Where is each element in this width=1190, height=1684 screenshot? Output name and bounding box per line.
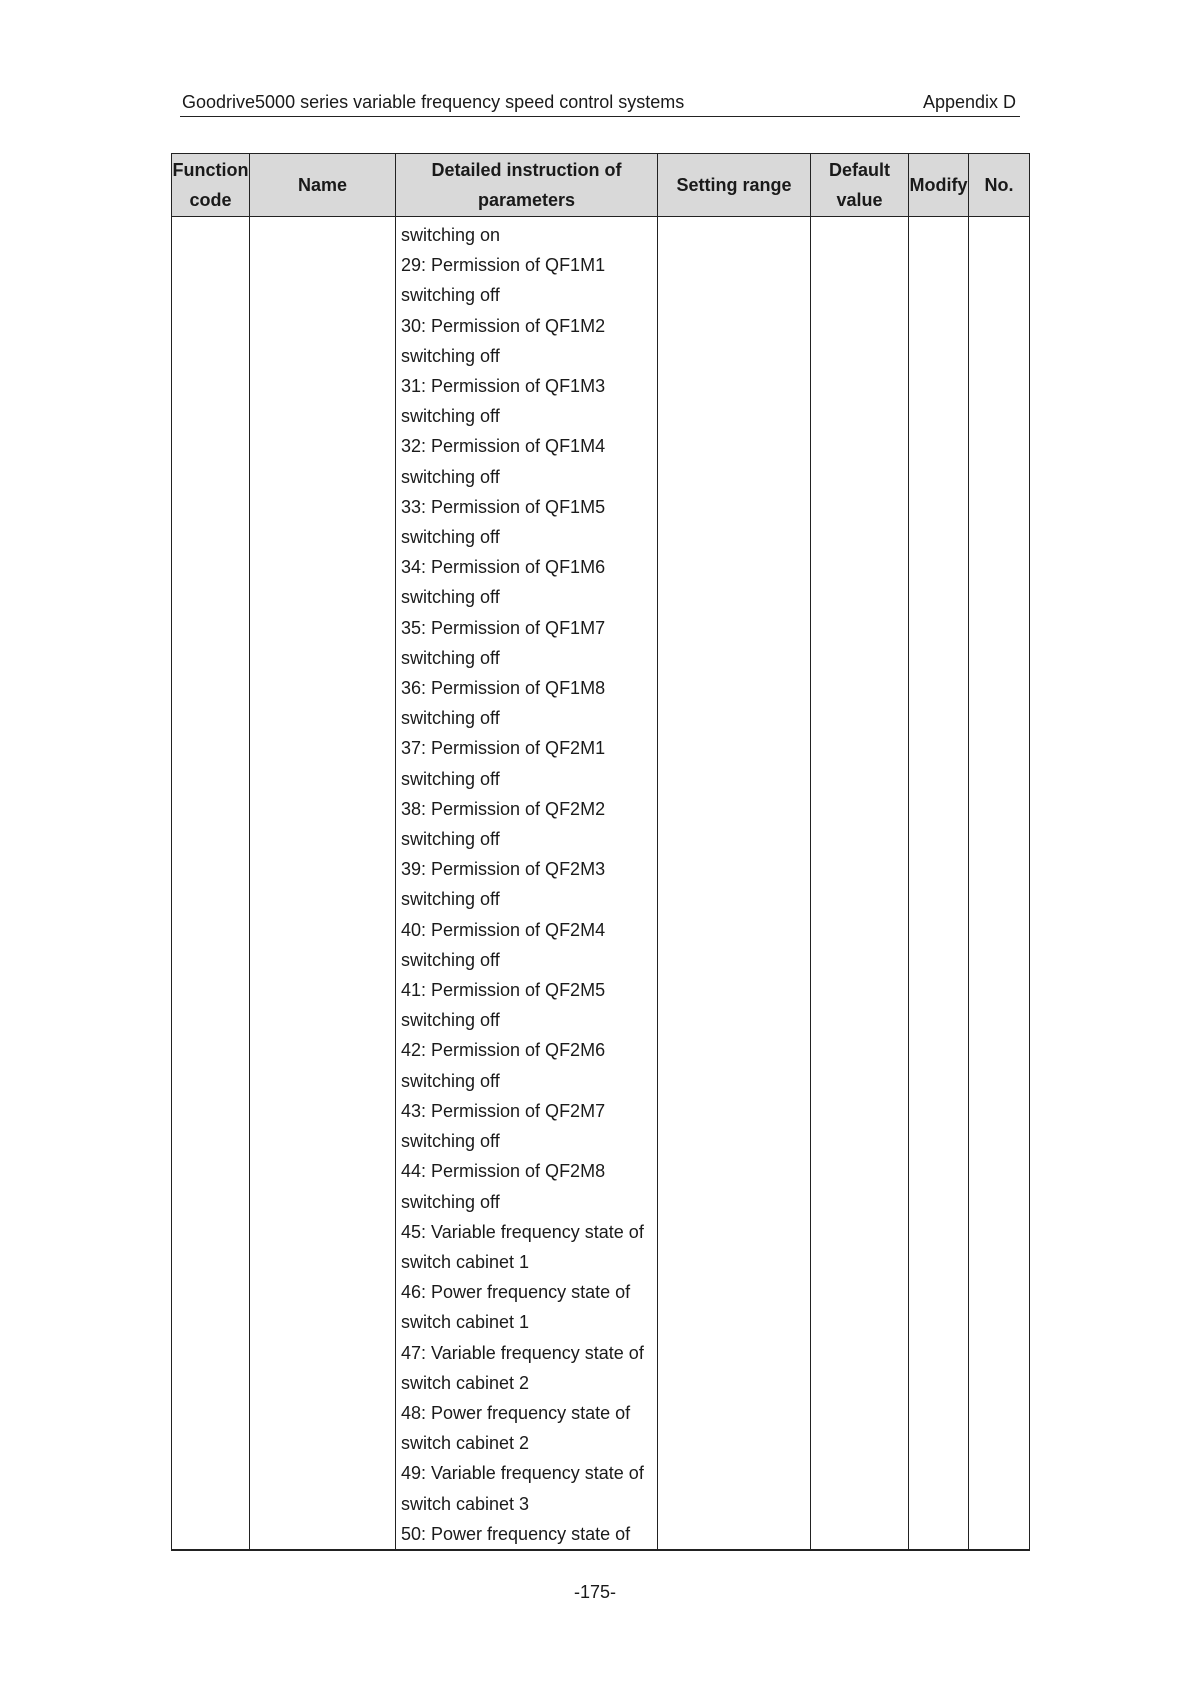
detail-line: 33: Permission of QF1M5	[401, 496, 606, 517]
detail-line: switching off	[401, 1010, 500, 1031]
detail-line: 29: Permission of QF1M1	[401, 255, 606, 276]
detail-line: 40: Permission of QF2M4	[401, 919, 606, 940]
detail-line: 38: Permission of QF2M2	[401, 798, 606, 819]
column-header-modify: Modify	[909, 154, 969, 217]
detail-line: 35: Permission of QF1M7	[401, 617, 606, 638]
no-cell	[969, 217, 1030, 1550]
detail-line: switching on	[401, 225, 501, 245]
detail-line: 37: Permission of QF2M1	[401, 738, 606, 759]
detail-line: 44: Permission of QF2M8	[401, 1161, 606, 1182]
parameter-table	[171, 153, 1030, 1551]
detail-line: switch cabinet 1	[401, 1312, 530, 1333]
detail-line: 39: Permission of QF2M3	[401, 859, 606, 880]
page-number: -175-	[573, 1582, 617, 1602]
detail-line: 31: Permission of QF1M3	[401, 376, 606, 397]
setting-range-cell	[658, 217, 811, 1550]
modify-cell	[909, 217, 969, 1550]
detail-line: switching off	[401, 647, 500, 668]
table-header-row	[172, 154, 1030, 217]
detail-line: switching off	[401, 889, 500, 910]
column-header-name: Name	[250, 154, 396, 217]
detail-line: 49: Variable frequency state of	[401, 1463, 644, 1484]
detail-line: switching off	[401, 708, 500, 729]
detail-line: 30: Permission of QF1M2	[401, 315, 606, 336]
detail-line: switch cabinet 2	[401, 1433, 530, 1454]
detail-line: switching off	[401, 949, 500, 970]
column-header-function-code: Function code	[172, 154, 250, 217]
detail-line: 42: Permission of QF2M6	[401, 1040, 606, 1061]
detail-line: switching off	[401, 829, 500, 850]
detail-line: switching off	[401, 345, 500, 366]
detail-line: 41: Permission of QF2M5	[401, 980, 606, 1001]
column-header-setting-range: Setting range	[658, 154, 811, 217]
detail-line: switch cabinet 2	[401, 1372, 530, 1393]
detail-line: switching off	[401, 285, 500, 306]
detail-line: switch cabinet 1	[401, 1251, 530, 1272]
function-code-cell	[172, 217, 250, 1550]
name-cell	[250, 217, 396, 1550]
table-row	[172, 217, 1030, 1550]
detail-cell	[396, 217, 658, 1550]
detail-line: switching off	[401, 768, 500, 789]
detail-line: switching off	[401, 1191, 500, 1212]
detail-line: 34: Permission of QF1M6	[401, 557, 606, 578]
document-title: Goodrive5000 series variable frequency speed control systems	[182, 92, 685, 112]
detail-line: 36: Permission of QF1M8	[401, 678, 606, 699]
detail-line: switching off	[401, 1070, 500, 1091]
default-value-cell	[811, 217, 909, 1550]
column-header-no: No.	[969, 154, 1030, 217]
detail-line: switching off	[401, 406, 500, 427]
page-header	[180, 90, 1020, 117]
detail-line: switching off	[401, 587, 500, 608]
detail-line: 48: Power frequency state of	[401, 1402, 631, 1423]
section-label: Appendix D	[922, 92, 1016, 112]
detail-line: switch cabinet 3	[401, 1493, 530, 1514]
detail-line: switching off	[401, 1131, 500, 1152]
column-header-detailed-instruction: Detailed instruction of parameters	[396, 154, 658, 217]
detail-line: 32: Permission of QF1M4	[401, 436, 606, 457]
detail-line: 50: Power frequency state of	[401, 1523, 631, 1544]
detail-line: switching off	[401, 527, 500, 548]
detail-line: 47: Variable frequency state of	[401, 1342, 644, 1363]
detail-line: switching off	[401, 466, 500, 487]
detail-line: 45: Variable frequency state of	[401, 1221, 644, 1242]
column-header-default-value: Default value	[811, 154, 909, 217]
detail-line: 46: Power frequency state of	[401, 1282, 631, 1303]
detail-line: 43: Permission of QF2M7	[401, 1100, 606, 1121]
detail-lines	[401, 220, 653, 1549]
